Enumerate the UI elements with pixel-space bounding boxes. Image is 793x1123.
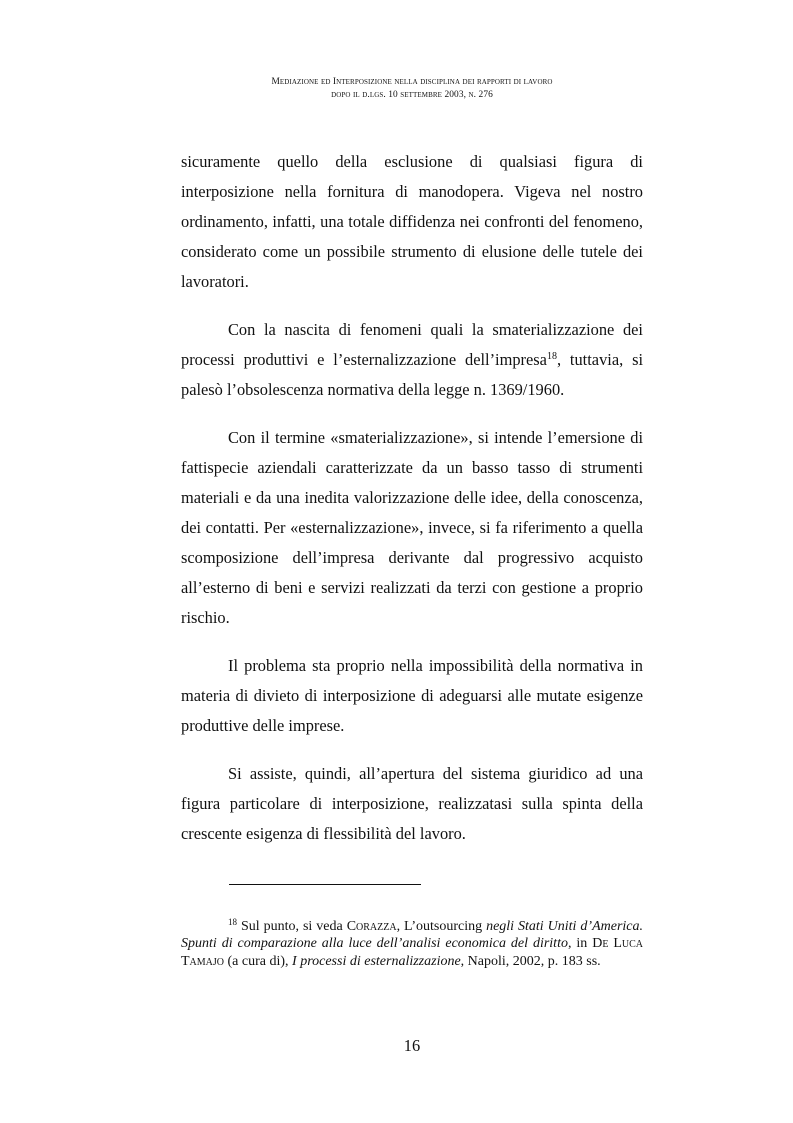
footnote-text-in: , in <box>567 936 593 952</box>
footnote-18 <box>181 918 643 970</box>
paragraph-1: sicuramente quello della esclusione di qualsiasi figura di interposizione nella fornitura di manodopera. Vigeva nel nostro ordinamento, infatti, una totale diffidenza nei confronti del fenomeno, considerato come un possibile strumento di elusione delle tutele dei lavoratori. <box>181 152 643 291</box>
body-text <box>181 147 643 867</box>
footnote-title-italic: negli Stati Uniti d’America. Spunti di comparazione alla luce dell’analisi economica del diritto <box>181 919 643 952</box>
paragraph-4: Il problema sta proprio nella impossibilità della normativa in materia di divieto di interposizione di adeguarsi alle mutate esigenze produttive delle imprese. <box>181 656 643 735</box>
running-header <box>181 76 643 102</box>
footnote-text-publication: , Napoli, 2002, p. 183 ss. <box>460 953 601 969</box>
footnote-book-title: I processi di esternalizzazione <box>292 953 461 969</box>
page-number: 16 <box>403 1036 421 1055</box>
footnote-text-2: , L’ <box>396 919 416 934</box>
paragraph-2-text-start: Con la nascita di fenomeni quali la smaterializzazione dei processi produttivi e l’esternalizzazione dell’impresa <box>181 320 643 369</box>
footnote-reference-18[interactable]: 18 <box>546 351 557 362</box>
paragraph-2 <box>181 315 643 405</box>
footnote-author-de-luca-tamajo: De Luca Tamajo <box>181 936 644 969</box>
footnote-separator <box>229 884 421 885</box>
footnote-text-editor: (a cura di), <box>224 953 293 969</box>
footnote-text-outsourcing: outsourcing <box>415 919 483 934</box>
paragraph-2-text-end: , tuttavia, si palesò l’obsolescenza normativa della legge n. 1369/1960. <box>181 350 644 399</box>
paragraph-5: Si assiste, quindi, all’apertura del sistema giuridico ad una figura particolare di interposizione, realizzatasi sulla spinta della crescente esigenza di flessibilità del lavoro. <box>181 764 643 843</box>
footnote-author-corazza: Corazza <box>346 919 397 934</box>
running-header-line-1: Mediazione ed Interposizione nella disciplina dei rapporti di lavoro <box>271 77 553 87</box>
paragraph-3: Con il termine «smaterializzazione», si intende l’emersione di fattispecie aziendali caratterizzate da un basso tasso di strumenti materiali e da una inedita valorizzazione delle idee, della conoscenza, dei contatti. Per «esternalizzazione», invece, si fa riferimento a quella scomposizione dell’impresa derivante dal progressivo acquisto all’esterno di beni e servizi realizzati da terzi con gestione a proprio rischio. <box>181 428 643 627</box>
footnote-text-1: Sul punto, si veda <box>237 919 347 934</box>
footnote-number: 18 <box>228 917 237 927</box>
running-header-line-2: dopo il d.lgs. 10 settembre 2003, n. 276 <box>331 90 493 100</box>
